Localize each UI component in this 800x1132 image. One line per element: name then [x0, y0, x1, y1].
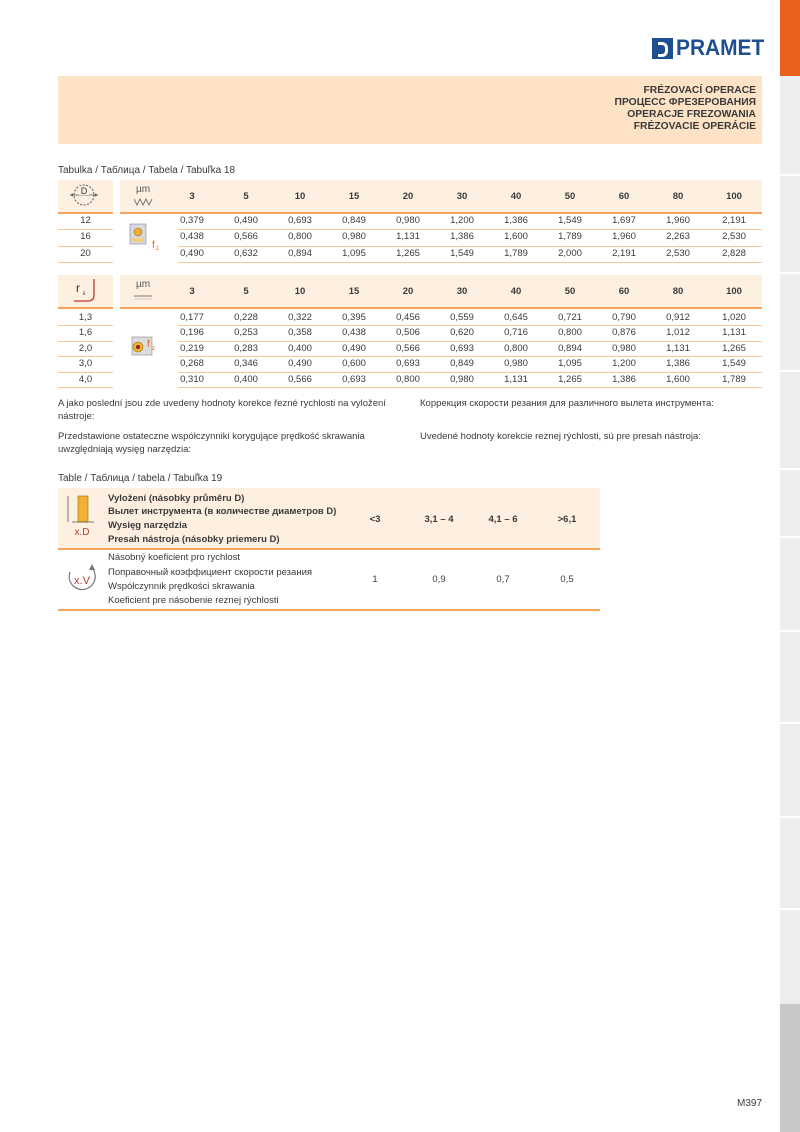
- table-header-icon-cell: [58, 275, 113, 307]
- column-header-10: 10: [294, 286, 306, 297]
- table-cell: 1,600: [666, 373, 690, 385]
- table-cell: 0,693: [396, 358, 420, 370]
- svg-text:f: f: [152, 240, 155, 251]
- table-cell: 0,790: [612, 312, 636, 323]
- row-rule: [178, 372, 762, 373]
- table-cell: 1,265: [558, 373, 582, 385]
- row-label: 20: [80, 247, 91, 259]
- brand-logo: [652, 36, 769, 60]
- section-header-band: [58, 76, 762, 144]
- row-rule: [178, 387, 762, 388]
- svg-text:z: z: [152, 346, 155, 352]
- table-cell: 0,490: [288, 358, 312, 370]
- factor-value-1: 1: [372, 574, 378, 585]
- table-cell: 2,000: [558, 247, 582, 259]
- row-rule: [58, 262, 113, 263]
- table19-caption: Table / Таблица / tabela / Tabuľka 19: [58, 473, 223, 484]
- paragraph-ru: Коррекция скорости резания для различного вылета инструмента:: [420, 398, 714, 409]
- table-cell: 0,506: [396, 327, 420, 339]
- svg-text:z: z: [156, 246, 159, 252]
- column-header-80: 80: [672, 191, 684, 202]
- column-header-100: 100: [726, 191, 742, 202]
- factor-value-2: 0,9: [432, 574, 446, 585]
- factor-label-pl: Współczynnik prędkości skrawania: [108, 581, 255, 592]
- table-cell: 1,789: [504, 247, 528, 259]
- overhang-label-cz: Vyložení (násobky průměru D): [108, 493, 245, 504]
- svg-text:x.D: x.D: [74, 527, 90, 538]
- table-cell: 2,191: [612, 247, 636, 259]
- section-title-cz: FRÉZOVACÍ OPERACE: [643, 85, 756, 96]
- row-rule: [178, 229, 762, 230]
- factor-label-cz: Násobný koeficient pro rychlost: [108, 552, 241, 563]
- table-cell: 0,876: [612, 327, 636, 339]
- table-cell: 0,268: [180, 358, 204, 370]
- table-cell: 1,549: [558, 215, 582, 226]
- column-header-30: 30: [456, 191, 468, 202]
- table-cell: 1,012: [666, 327, 690, 339]
- table-cell: 1,960: [612, 231, 636, 243]
- overhang-label-ru: Вылет инструмента (в количестве диаметров D): [108, 506, 337, 517]
- table-cell: 1,200: [450, 215, 474, 226]
- row-rule: [58, 325, 113, 326]
- table-cell: 0,253: [234, 327, 258, 339]
- row-rule: [178, 246, 762, 247]
- column-header-3: 3: [189, 286, 195, 297]
- column-header-50: 50: [564, 191, 576, 202]
- column-header-60: 60: [618, 286, 630, 297]
- section-title-ru: ПРОЦЕСС ФРЕЗЕРОВАНИЯ: [614, 97, 756, 108]
- table-cell: 0,379: [180, 215, 204, 226]
- footer-rule: [58, 609, 600, 611]
- column-header-10: 10: [294, 191, 306, 202]
- table-cell: 2,530: [722, 231, 746, 243]
- table-cell: 1,265: [722, 342, 746, 354]
- table-cell: 0,980: [396, 215, 420, 226]
- table-cell: 0,490: [342, 342, 366, 354]
- table-header-icon-cell: [58, 180, 113, 212]
- table-cell: 0,600: [342, 358, 366, 370]
- table-cell: 0,438: [342, 327, 366, 339]
- table19-overhang: [58, 488, 600, 612]
- factor-value-3: 0,7: [496, 574, 510, 585]
- row-rule: [58, 356, 113, 357]
- factor-label-sk: Koeficient pre násobenie reznej rýchlosti: [108, 595, 279, 606]
- overhang-column-4: >6,1: [557, 514, 577, 525]
- paragraph-sk: Uvedené hodnoty korekcie reznej rýchlosti, sú pre presah nástroja:: [420, 431, 701, 442]
- table-cell: 0,310: [180, 373, 204, 385]
- table-cell: 1,131: [722, 327, 746, 339]
- table-cell: 0,693: [342, 373, 366, 385]
- edge-divider: [780, 816, 800, 818]
- table-cell: 0,566: [288, 373, 312, 385]
- overhang-column-1: <3: [369, 514, 381, 525]
- overhang-column-3: 4,1 – 6: [488, 514, 518, 525]
- table-cell: 0,346: [234, 358, 258, 370]
- table-cell: 1,265: [396, 247, 420, 259]
- row-label: 4,0: [78, 373, 93, 385]
- edge-divider: [780, 174, 800, 176]
- column-header-40: 40: [510, 191, 522, 202]
- header-rule: [120, 307, 762, 309]
- table18-corner-radius: [58, 275, 762, 387]
- column-header-50: 50: [564, 286, 576, 297]
- svg-text:r: r: [76, 281, 80, 295]
- factor-value-4: 0,5: [560, 574, 574, 585]
- column-header-30: 30: [456, 286, 468, 297]
- page-edge-strip: [780, 0, 800, 1132]
- table-cell: 1,200: [612, 358, 636, 370]
- column-header-60: 60: [618, 191, 630, 202]
- row-rule: [58, 246, 113, 247]
- table-cell: 0,980: [450, 373, 474, 385]
- table-cell: 0,566: [396, 342, 420, 354]
- speed-factor-icon: [62, 560, 102, 600]
- table-cell: 1,095: [558, 358, 582, 370]
- table-cell: 0,894: [288, 247, 312, 259]
- table-cell: 0,693: [450, 342, 474, 354]
- edge-divider: [780, 272, 800, 274]
- table-cell: 2,828: [722, 247, 746, 259]
- table-cell: 0,566: [234, 231, 258, 243]
- row-rule: [58, 229, 113, 230]
- table-cell: 0,228: [234, 312, 258, 323]
- header-rule: [58, 307, 113, 309]
- table-cell: 0,800: [396, 373, 420, 385]
- header-rule: [58, 548, 600, 550]
- pramet-logo-icon: [652, 38, 673, 59]
- section-title-pl: OPERACJE FREZOWANIA: [627, 109, 756, 120]
- surface-roughness-icon: [134, 292, 154, 302]
- table-cell: 0,620: [450, 327, 474, 339]
- table-cell: 0,980: [612, 342, 636, 354]
- column-header-5: 5: [243, 286, 249, 297]
- table-cell: 0,395: [342, 312, 366, 323]
- svg-text:f: f: [147, 339, 150, 350]
- table-cell: 0,358: [288, 327, 312, 339]
- page-number: M397: [736, 1098, 762, 1109]
- table-cell: 0,177: [180, 312, 204, 323]
- edge-divider: [780, 468, 800, 470]
- edge-divider: [780, 722, 800, 724]
- milling-feed-icon: [128, 220, 162, 252]
- table-cell: 0,490: [234, 215, 258, 226]
- edge-divider: [780, 630, 800, 632]
- row-label: 2,0: [78, 342, 93, 354]
- row-label: 1,3: [78, 312, 93, 323]
- diameter-icon: [58, 180, 113, 212]
- table-cell: 0,400: [234, 373, 258, 385]
- unit-label: µm: [136, 279, 151, 290]
- table-cell: 0,632: [234, 247, 258, 259]
- unit-label: µm: [136, 184, 151, 195]
- table-cell: 1,960: [666, 215, 690, 226]
- overhang-label-pl: Wysięg narzędzia: [108, 520, 188, 531]
- row-label: 3,0: [78, 358, 93, 370]
- table-cell: 1,386: [450, 231, 474, 243]
- table-cell: 1,549: [722, 358, 746, 370]
- column-header-20: 20: [402, 286, 414, 297]
- table-cell: 1,600: [504, 231, 528, 243]
- edge-divider: [780, 370, 800, 372]
- column-header-40: 40: [510, 286, 522, 297]
- table-cell: 1,131: [504, 373, 528, 385]
- section-titles: [615, 85, 756, 133]
- row-rule: [58, 372, 113, 373]
- table-cell: 0,980: [342, 231, 366, 243]
- column-header-80: 80: [672, 286, 684, 297]
- table-cell: 1,789: [722, 373, 746, 385]
- row-rule: [58, 341, 113, 342]
- surface-roughness-icon: [134, 197, 154, 207]
- table-cell: 0,219: [180, 342, 204, 354]
- turning-feed-icon: [128, 331, 162, 363]
- brand-name: PRAMET: [676, 35, 765, 60]
- row-rule: [58, 387, 113, 388]
- section-tab-marker: [780, 0, 800, 76]
- table-cell: 0,980: [504, 358, 528, 370]
- table-cell: 0,322: [288, 312, 312, 323]
- table-cell: 0,438: [180, 231, 204, 243]
- corner-radius-icon: [58, 275, 113, 307]
- row-label: 1,6: [78, 327, 93, 339]
- svg-text:ε: ε: [83, 291, 86, 297]
- edge-divider: [780, 536, 800, 538]
- table-cell: 0,400: [288, 342, 312, 354]
- table-cell: 1,020: [722, 312, 746, 323]
- section-title-sk: FRÉZOVACIE OPERÁCIE: [633, 121, 756, 132]
- table-cell: 0,693: [288, 215, 312, 226]
- table-cell: 1,386: [666, 358, 690, 370]
- overhang-column-2: 3,1 – 4: [424, 514, 454, 525]
- paragraph-pl: Przedstawione ostateczne współczynniki korygujące prędkość skrawania uwzględniają wysięg narzędzia:: [58, 431, 365, 455]
- table-cell: 1,789: [558, 231, 582, 243]
- table-cell: 1,131: [666, 342, 690, 354]
- column-header-15: 15: [348, 191, 360, 202]
- table18-diameter: [58, 180, 762, 265]
- section-tab-active: [780, 1004, 800, 1132]
- table-cell: 1,131: [396, 231, 420, 243]
- table-cell: 0,849: [450, 358, 474, 370]
- table-cell: 0,196: [180, 327, 204, 339]
- overhang-tool-icon: [62, 494, 102, 540]
- table-cell: 0,849: [342, 215, 366, 226]
- table-cell: 1,386: [504, 215, 528, 226]
- table-cell: 0,800: [504, 342, 528, 354]
- table-cell: 0,645: [504, 312, 528, 323]
- paragraph-cz: A jako poslední jsou zde uvedeny hodnoty korekce řezné rychlosti na vyložení nástroje:: [58, 398, 386, 422]
- table-cell: 1,697: [612, 215, 636, 226]
- table-cell: 2,191: [722, 215, 746, 226]
- table18-caption: Tabulka / Таблица / Tabela / Tabuľka 18: [58, 165, 236, 176]
- factor-label-ru: Поправочный коэффициент скорости резания: [108, 567, 313, 578]
- row-rule: [178, 262, 762, 263]
- table-cell: 0,716: [504, 327, 528, 339]
- table-cell: 0,894: [558, 342, 582, 354]
- table-cell: 0,800: [288, 231, 312, 243]
- edge-divider: [780, 908, 800, 910]
- row-rule: [178, 325, 762, 326]
- row-rule: [178, 356, 762, 357]
- row-label: 16: [80, 231, 91, 243]
- row-label: 12: [80, 215, 91, 226]
- column-header-5: 5: [243, 191, 249, 202]
- overhang-label-sk: Presah nástroja (násobky priemeru D): [108, 534, 280, 545]
- column-header-3: 3: [189, 191, 195, 202]
- row-rule: [178, 341, 762, 342]
- table-cell: 0,283: [234, 342, 258, 354]
- column-header-20: 20: [402, 191, 414, 202]
- column-header-15: 15: [348, 286, 360, 297]
- table-cell: 0,721: [558, 312, 582, 323]
- column-header-100: 100: [726, 286, 742, 297]
- header-rule: [58, 212, 113, 214]
- table-cell: 1,095: [342, 247, 366, 259]
- table-cell: 0,912: [666, 312, 690, 323]
- table-cell: 1,549: [450, 247, 474, 259]
- table-cell: 2,263: [666, 231, 690, 243]
- header-rule: [120, 212, 762, 214]
- svg-text:x.V: x.V: [74, 575, 90, 587]
- svg-text:D: D: [80, 186, 88, 196]
- table-cell: 0,456: [396, 312, 420, 323]
- table-cell: 1,386: [612, 373, 636, 385]
- table-cell: 0,490: [180, 247, 204, 259]
- table-cell: 0,559: [450, 312, 474, 323]
- table-cell: 0,800: [558, 327, 582, 339]
- table-cell: 2,530: [666, 247, 690, 259]
